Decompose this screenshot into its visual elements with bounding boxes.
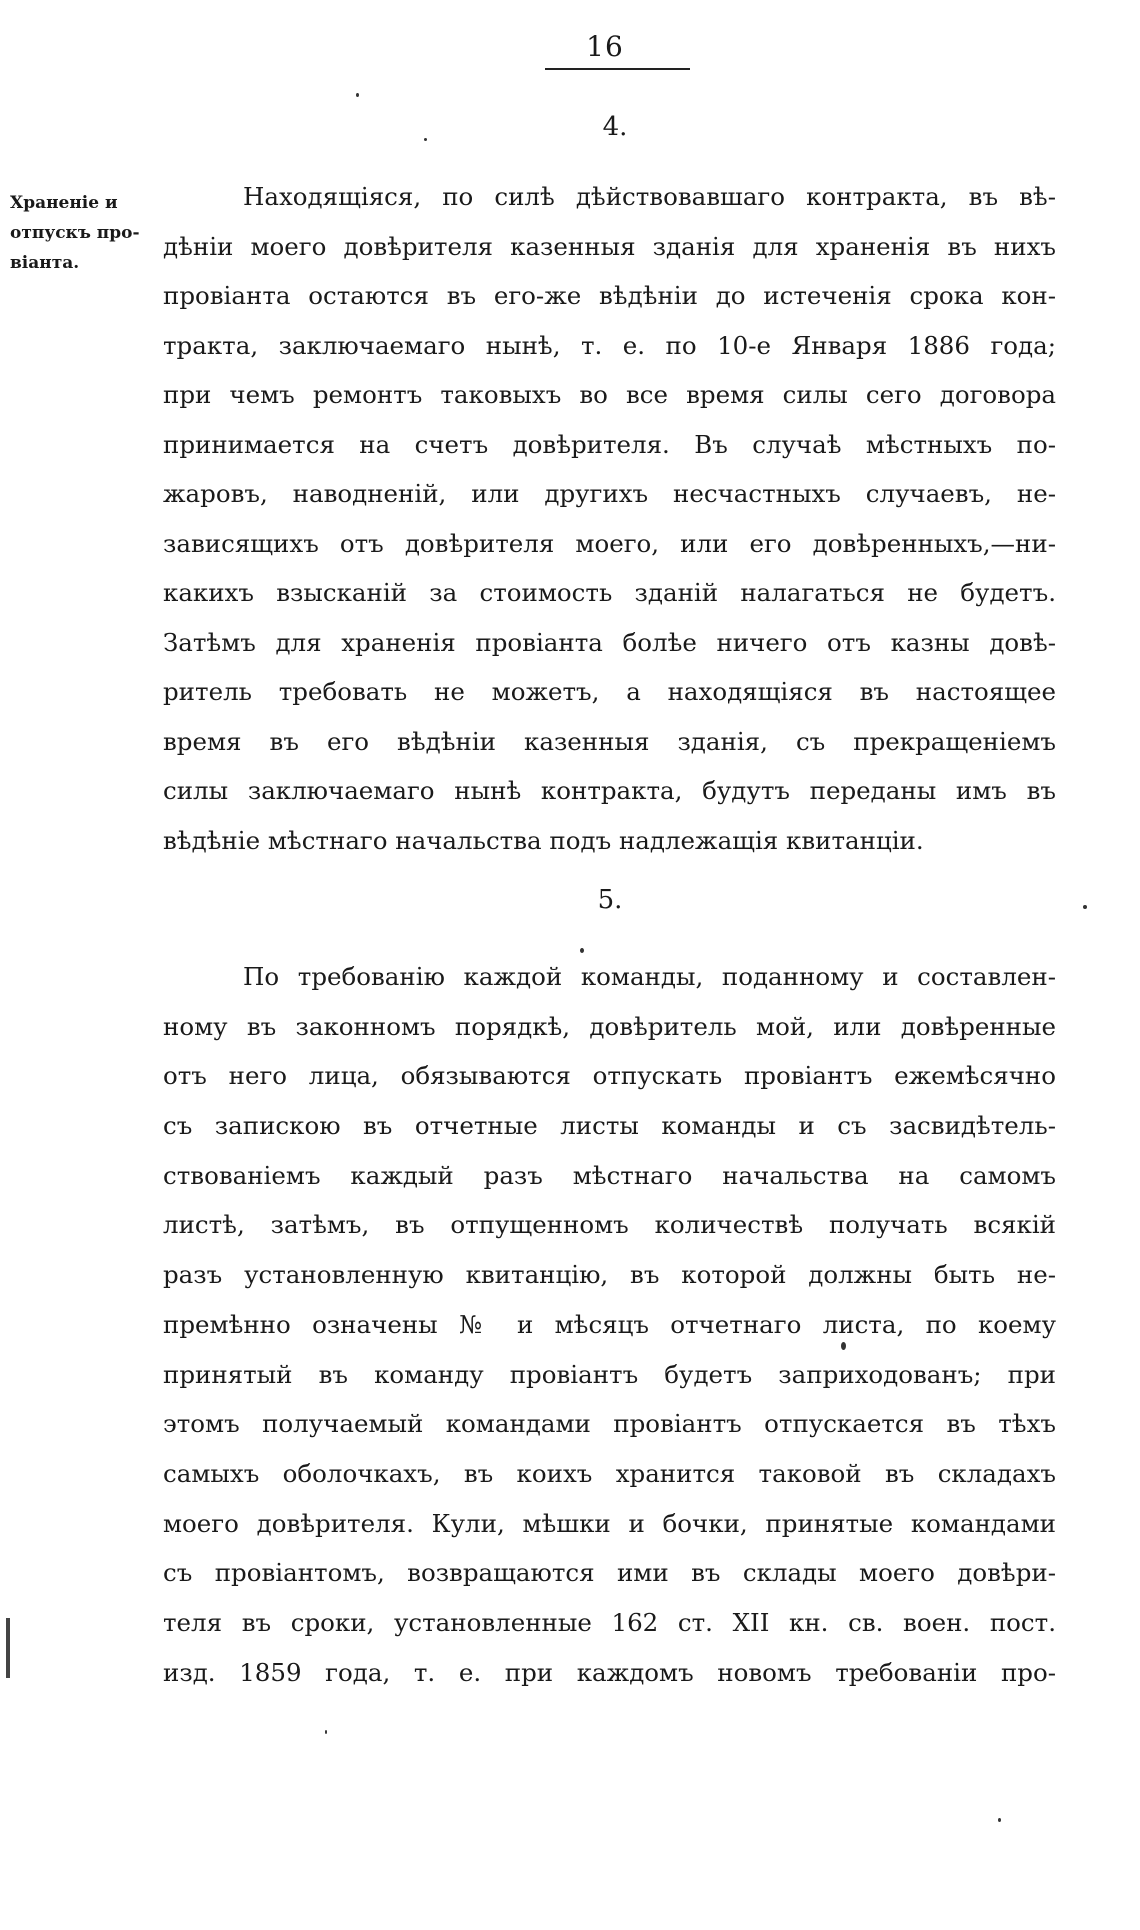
text-line: Затѣмъ для храненія провіанта болѣе ничего отъ казны довѣ- [163,627,1056,657]
page-number: 16 [586,30,624,63]
text-line: этомъ получаемый командами провіантъ отпускается въ тѣхъ [163,1409,1056,1439]
scan-speck [424,138,427,141]
text-line: съ запискою въ отчетные листы команды и съ засвидѣтель- [163,1111,1056,1141]
scan-speck [841,1342,846,1350]
text-line: принятый въ команду провіантъ будетъ заприходованъ; при [163,1359,1056,1389]
text-line: при чемъ ремонтъ таковыхъ во все время силы сего договора [163,380,1056,409]
text-line: провіанта остаются въ его-же вѣдѣніи до истеченія срока кон- [163,281,1056,310]
text-line: По требованію каждой команды, поданному и составлен- [243,962,1056,991]
binding-mark [6,1618,10,1678]
text-line: теля въ сроки, установленные 162 ст. XII кн. св. воен. пост. [163,1607,1056,1637]
text-line: вѣдѣніе мѣстнаго начальства подъ надлежащія квитанціи. [163,825,924,855]
section-number-4: 4. [602,112,628,142]
text-line: Находящіяся, по силѣ дѣйствовавшаго контракта, въ вѣ- [243,182,1056,211]
scan-speck [998,1818,1001,1822]
margin-note-line: Храненіе и [10,193,118,213]
text-line: моего довѣрителя. Кули, мѣшки и бочки, принятые командами [163,1508,1056,1538]
text-line: зависящихъ отъ довѣрителя моего, или его довѣренныхъ,—ни- [163,528,1056,558]
margin-note-line: віанта. [10,253,80,273]
text-line: самыхъ оболочкахъ, въ коихъ хранится таковой въ складахъ [163,1458,1056,1488]
text-line: ритель требовать не можетъ, а находящіяся въ настоящее [163,677,1056,706]
text-line: отъ него лица, обязываются отпускать провіантъ ежемѣсячно [163,1061,1056,1091]
text-line: какихъ взысканій за стоимость зданій налагаться не будетъ. [163,578,1056,607]
section-5-paragraph [163,952,1056,1697]
scan-speck [1083,905,1087,909]
section-number-5: 5. [597,885,623,915]
text-line: время въ его вѣдѣніи казенныя зданія, съ прекращеніемъ [163,726,1056,756]
text-line: съ провіантомъ, возвращаются ими въ склады моего довѣри- [163,1558,1056,1588]
text-line: ствованіемъ каждый разъ мѣстнаго начальства на самомъ [163,1160,1056,1190]
text-line: жаровъ, наводненій, или другихъ несчастныхъ случаевъ, не- [163,479,1056,508]
text-line: изд. 1859 года, т. е. при каждомъ новомъ требованіи про- [163,1657,1056,1687]
text-line: премѣнно означены № и мѣсяцъ отчетнаго листа, по коему [163,1309,1056,1339]
scan-speck [580,948,584,953]
text-line: принимается на счетъ довѣрителя. Въ случаѣ мѣстныхъ по- [163,429,1056,459]
text-line: силы заключаемаго нынѣ контракта, будутъ переданы имъ въ [163,776,1056,805]
text-line: листѣ, затѣмъ, въ отпущенномъ количествѣ получать всякій [163,1210,1056,1240]
text-line: ному въ законномъ порядкѣ, довѣритель мой, или довѣренные [163,1011,1056,1041]
text-line: дѣніи моего довѣрителя казенныя зданія для храненія въ нихъ [163,231,1056,261]
margin-note [10,188,160,278]
text-line: тракта, заключаемаго нынѣ, т. е. по 10-е Января 1886 года; [163,330,1056,360]
section-4-paragraph [163,172,1056,865]
page-number-rule [545,68,690,70]
margin-note-line: отпускъ про- [10,223,140,243]
scan-speck [356,93,359,97]
scan-speck [325,1730,327,1734]
text-line: разъ установленную квитанцію, въ которой должны быть не- [163,1260,1056,1290]
